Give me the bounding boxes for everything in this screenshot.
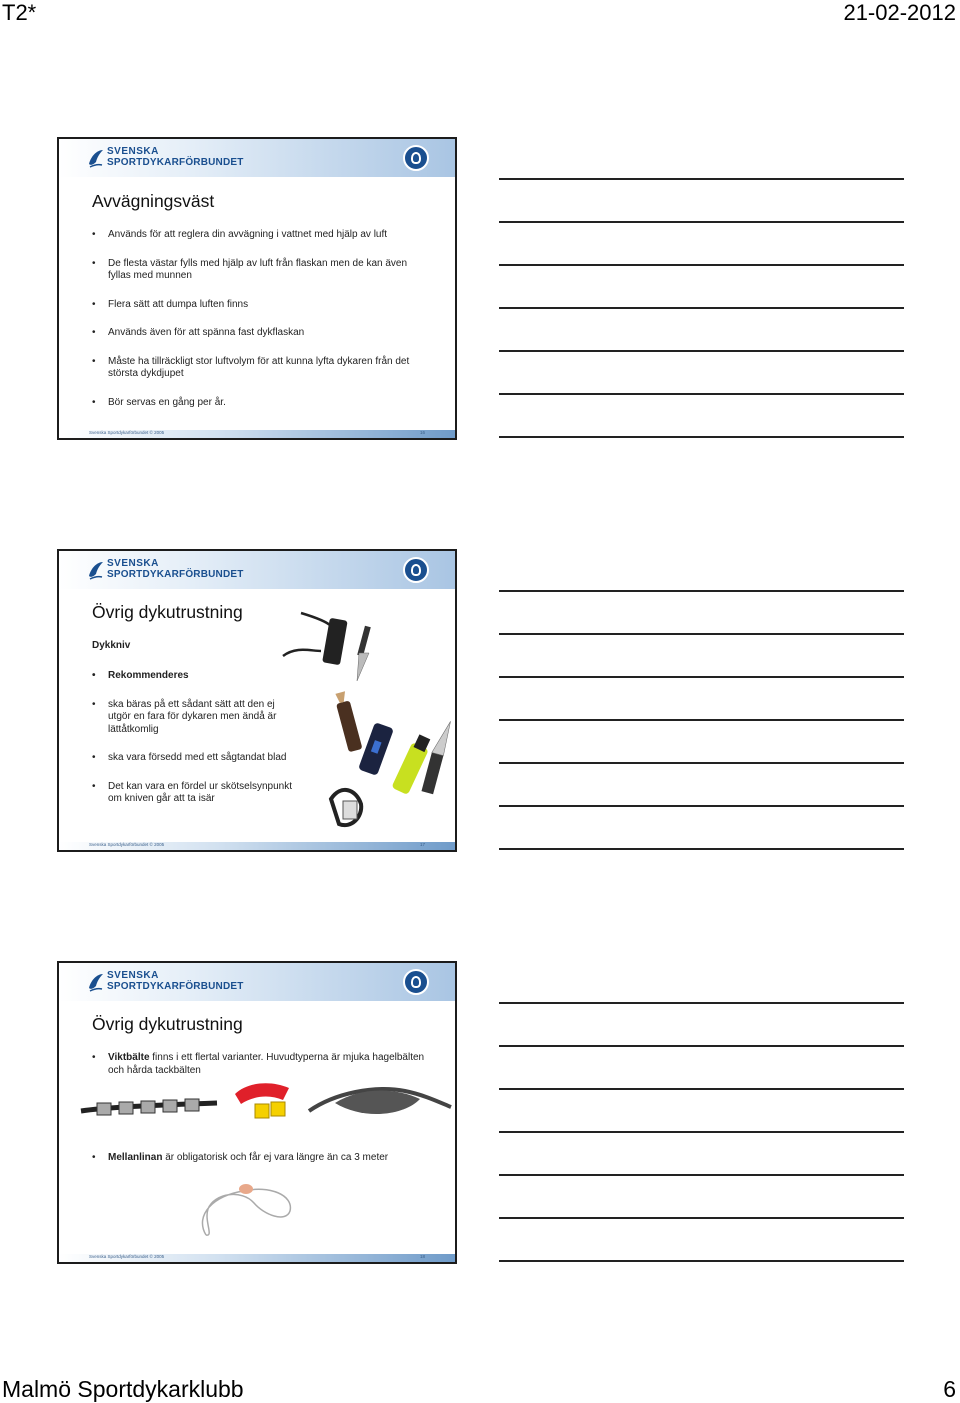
slide-copyright: Svenska Sportdykarförbundet © 2005 — [89, 430, 165, 435]
fish-logo-icon — [87, 972, 105, 992]
bullet-list — [92, 670, 292, 806]
slide-header-band — [59, 963, 455, 1001]
note-line — [499, 266, 904, 309]
bullet-item: • Det kan vara en fördel ur skötselsynpunkt om kniven går att ta isär — [92, 781, 292, 806]
note-line — [499, 1047, 904, 1090]
note-line — [499, 549, 904, 592]
bullet-text: är obligatorisk och får ej vara längre än ca 3 meter — [162, 1152, 389, 1163]
slide-header-band — [59, 551, 455, 589]
emblem-icon — [403, 557, 429, 583]
note-line — [499, 764, 904, 807]
notes-lines — [499, 549, 904, 850]
logo-text-line2: SPORTDYKARFÖRBUNDET — [107, 569, 244, 580]
bullet-item: • Flera sätt att dumpa luften finns — [92, 299, 435, 312]
ssdf-logo — [87, 146, 247, 170]
emblem-icon — [403, 969, 429, 995]
bullet-bold-term: Mellanlinan — [108, 1152, 163, 1163]
slide-footer — [59, 1254, 455, 1262]
notes-lines — [499, 137, 904, 438]
slide-title: Övrig dykutrustning — [92, 1014, 243, 1034]
bullet-item: • Bör servas en gång per år. — [92, 397, 435, 410]
document-page-number: 6 — [943, 1376, 956, 1402]
emblem-icon — [403, 145, 429, 171]
note-line — [499, 1090, 904, 1133]
note-line — [499, 352, 904, 395]
bullet-list — [92, 229, 435, 409]
slide-footer — [59, 430, 455, 438]
note-line — [499, 721, 904, 764]
logo-text-line1: SVENSKA — [107, 970, 159, 981]
slide-title: Avvägningsväst — [92, 191, 215, 211]
slide-18 — [57, 961, 457, 1264]
ssdf-logo — [87, 558, 247, 582]
note-line — [499, 223, 904, 266]
knife-collection-image — [321, 689, 451, 839]
bullet-item: • Måste ha tillräckligt stor luftvolym för att kunna lyfta dykaren från det största dykdjupet — [92, 356, 418, 381]
slide-number: 16 — [419, 430, 425, 435]
slide-footer — [59, 842, 455, 850]
document-footer-club: Malmö Sportdykarklubb — [2, 1376, 244, 1402]
note-line — [499, 678, 904, 721]
document-header-date: 21-02-2012 — [843, 0, 956, 25]
bullet-text: finns i ett flertal varianter. Huvudtyperna är mjuka hagelbälten och hårda tackbälten — [108, 1052, 425, 1076]
bullet-list — [92, 1052, 435, 1077]
note-line — [499, 592, 904, 635]
knife-image — [281, 611, 391, 683]
slide-16 — [57, 137, 457, 440]
logo-text-line2: SPORTDYKARFÖRBUNDET — [107, 981, 244, 992]
bullet-item — [92, 1152, 435, 1165]
note-line — [499, 1133, 904, 1176]
fish-logo-icon — [87, 560, 105, 580]
logo-text-line2: SPORTDYKARFÖRBUNDET — [107, 157, 244, 168]
slide-header-band — [59, 139, 455, 177]
ssdf-logo — [87, 970, 247, 994]
soft-weight-pouch-image — [231, 1076, 295, 1126]
note-line — [499, 1219, 904, 1262]
slide-number: 18 — [419, 1254, 425, 1259]
logo-text-line1: SVENSKA — [107, 146, 159, 157]
note-line — [499, 961, 904, 1004]
buddy-line-image — [194, 1175, 304, 1243]
slide-copyright: Svenska Sportdykarförbundet © 2005 — [89, 842, 165, 847]
bullet-item: • Används även för att spänna fast dykflaskan — [92, 327, 435, 340]
soft-shot-belt-image — [305, 1081, 453, 1129]
notes-lines — [499, 961, 904, 1262]
note-line — [499, 1004, 904, 1047]
note-line — [499, 807, 904, 850]
note-line — [499, 635, 904, 678]
logo-text-line1: SVENSKA — [107, 558, 159, 569]
note-line — [499, 180, 904, 223]
slide-copyright: Svenska Sportdykarförbundet © 2005 — [89, 1254, 165, 1259]
bullet-list — [92, 1152, 435, 1165]
note-line — [499, 309, 904, 352]
document-header-left: T2* — [2, 0, 37, 25]
slide-17 — [57, 549, 457, 852]
bullet-bold-term: Viktbälte — [108, 1052, 150, 1063]
bullet-item: • ska vara försedd med ett sågtandat blad — [92, 752, 292, 765]
slide-subtitle: Dykkniv — [92, 640, 131, 651]
bullet-item: • Används för att reglera din avvägning i vattnet med hjälp av luft — [92, 229, 435, 242]
bullet-item: • ska bäras på ett sådant sätt att den ej utgör en fara för dykaren men ändå är lättåtkomlig — [92, 699, 292, 737]
note-line — [499, 137, 904, 180]
bullet-item: • Rekommenderes — [92, 670, 292, 683]
note-line — [499, 1176, 904, 1219]
slide-number: 17 — [419, 842, 425, 847]
bullet-item: • De flesta västar fylls med hjälp av luft från flaskan men de kan även fyllas med munnen — [92, 258, 413, 283]
fish-logo-icon — [87, 148, 105, 168]
slide-title: Övrig dykutrustning — [92, 602, 243, 622]
weight-belt-image — [79, 1083, 219, 1123]
note-line — [499, 395, 904, 438]
bullet-item — [92, 1052, 438, 1077]
